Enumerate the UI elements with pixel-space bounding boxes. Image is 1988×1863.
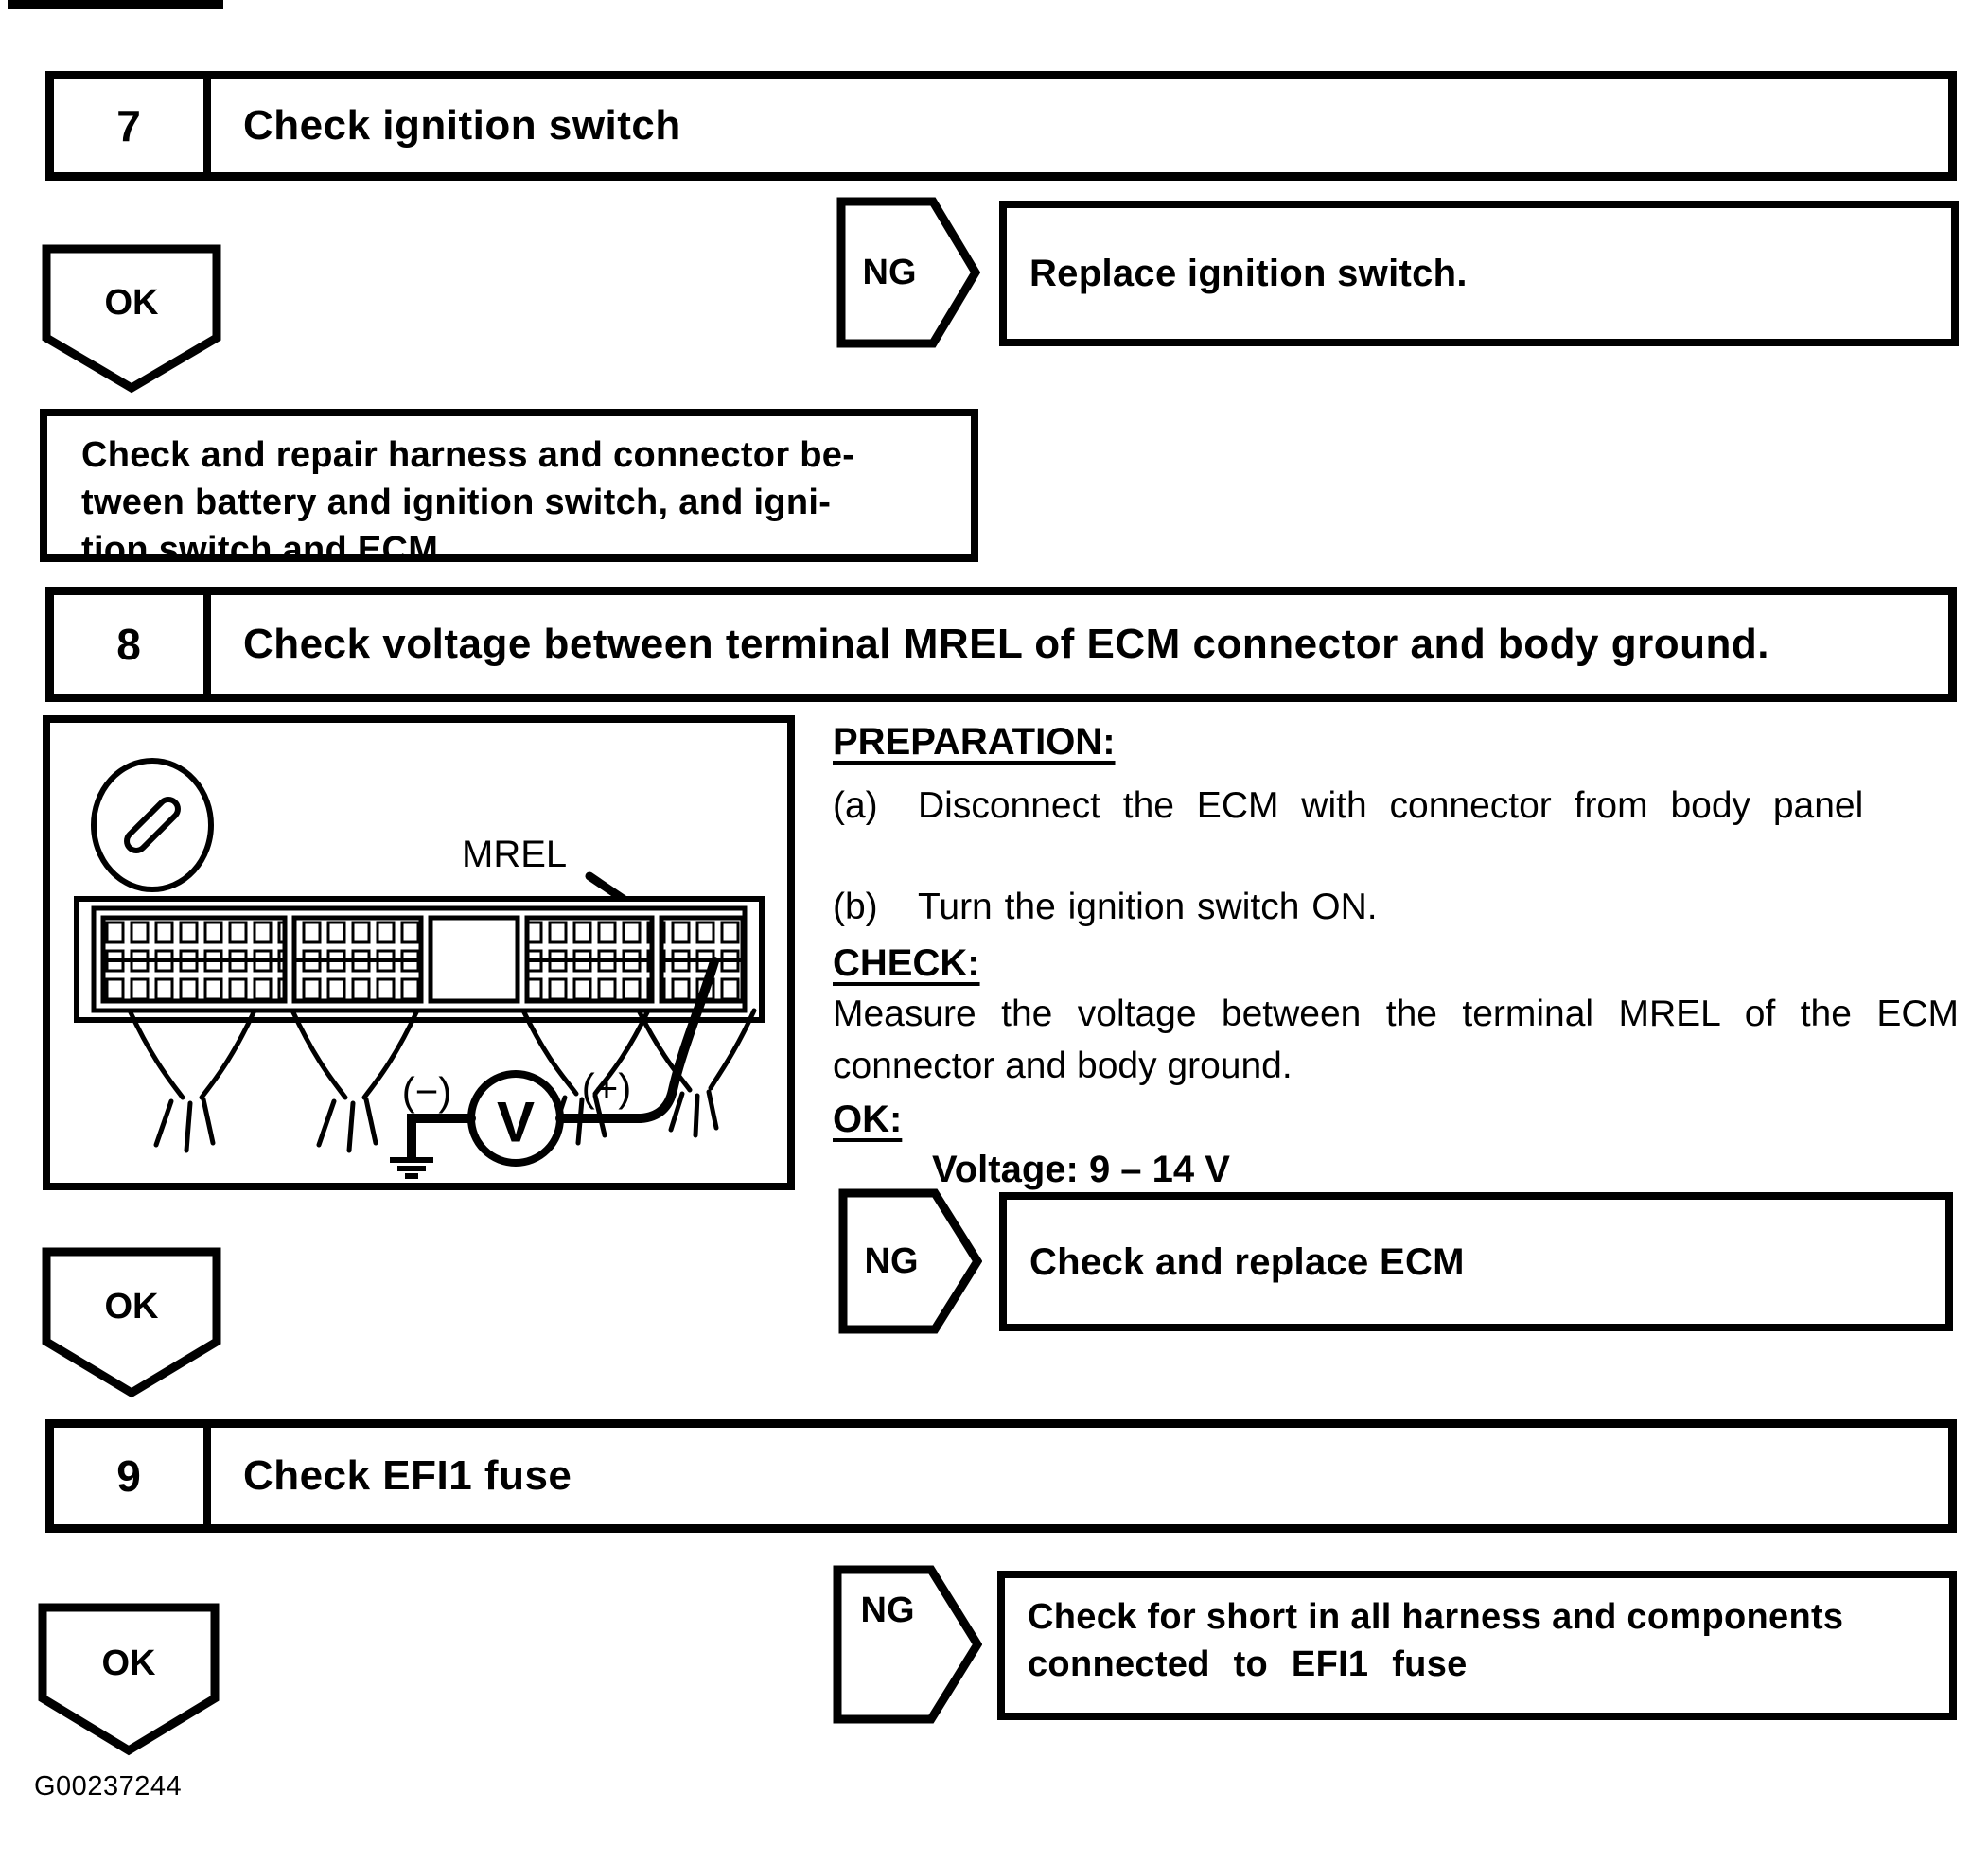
action-text: Check and replace ECM bbox=[1029, 1240, 1465, 1283]
step-8-header bbox=[45, 587, 1957, 702]
ok-pentagon-step7 bbox=[42, 244, 221, 394]
action-repair-harness bbox=[40, 409, 978, 570]
ok-heading: OK: bbox=[833, 1098, 903, 1140]
step-7-number: 7 bbox=[54, 79, 211, 172]
voltmeter-minus-label: (−) bbox=[401, 1069, 452, 1114]
check-heading: CHECK: bbox=[833, 942, 980, 984]
ok-label: OK bbox=[104, 1287, 159, 1327]
voltage-spec: Voltage: 9 – 14 V bbox=[932, 1149, 1230, 1190]
ng-chevron-step9 bbox=[833, 1565, 982, 1724]
ok-label: OK bbox=[101, 1643, 156, 1683]
ground-symbol bbox=[390, 1160, 433, 1176]
procedure-text-column bbox=[833, 717, 1978, 1196]
connector-gap bbox=[431, 918, 518, 1001]
figure-id: G00237244 bbox=[34, 1771, 183, 1801]
action-check-for-short bbox=[997, 1571, 1957, 1720]
check-description: Measure the voltage between the terminal MREL of the ECM connector and body ground. bbox=[833, 993, 1959, 1086]
action-text-line1: Check for short in all harness and components bbox=[1028, 1597, 1844, 1637]
ng-chevron-step8 bbox=[838, 1188, 982, 1334]
ng-label: NG bbox=[860, 1591, 915, 1630]
step-b-text: Turn the ignition switch ON. bbox=[918, 887, 1378, 927]
step-9-title: Check EFI1 fuse bbox=[243, 1452, 572, 1499]
step-8-title: Check voltage between terminal MREL of ECM connector and body ground. bbox=[243, 621, 1769, 667]
mrel-terminal-label: MREL bbox=[462, 834, 568, 875]
ok-label: OK bbox=[104, 283, 159, 323]
step-7-header bbox=[45, 71, 1957, 181]
scan-artifact-bar bbox=[8, 0, 223, 9]
preparation-step-a bbox=[833, 780, 1978, 832]
ok-pentagon-step9 bbox=[38, 1603, 220, 1756]
ng-label: NG bbox=[862, 253, 917, 292]
action-replace-ignition-switch bbox=[999, 201, 1959, 346]
action-text-line2: tween battery and ignition switch, and igni- bbox=[81, 483, 832, 522]
voltmeter-letter: V bbox=[496, 1090, 536, 1154]
step-a-text: Disconnect the ECM with connector from body panel bbox=[918, 785, 1864, 826]
step-8-number: 8 bbox=[54, 595, 211, 694]
ng-chevron-step7 bbox=[836, 197, 980, 348]
ecm-connector-diagram bbox=[43, 715, 795, 1190]
preparation-heading: PREPARATION: bbox=[833, 721, 1116, 763]
action-text-line1: Check and repair harness and connector be- bbox=[81, 435, 855, 475]
probe-icon bbox=[94, 761, 211, 889]
step-a-label: (a) bbox=[833, 785, 878, 826]
action-check-replace-ecm bbox=[999, 1192, 1953, 1331]
step-b-label: (b) bbox=[833, 887, 878, 927]
negative-lead-wire bbox=[412, 1118, 471, 1158]
step-7-title: Check ignition switch bbox=[243, 102, 681, 149]
action-text-line2: connected to EFI1 fuse bbox=[1028, 1644, 1468, 1684]
action-text: Replace ignition switch. bbox=[1029, 253, 1468, 294]
step-9-number: 9 bbox=[54, 1428, 211, 1524]
ng-label: NG bbox=[864, 1241, 919, 1281]
ecm-connector-illustration bbox=[50, 723, 787, 1183]
action-text-line3: tion switch and ECM. bbox=[81, 530, 449, 570]
ok-pentagon-step8 bbox=[42, 1247, 221, 1398]
voltmeter-plus-label: (+) bbox=[581, 1065, 632, 1110]
step-9-header bbox=[45, 1419, 1957, 1533]
preparation-step-b bbox=[833, 881, 1978, 933]
ecm-connector-body bbox=[77, 899, 762, 1020]
